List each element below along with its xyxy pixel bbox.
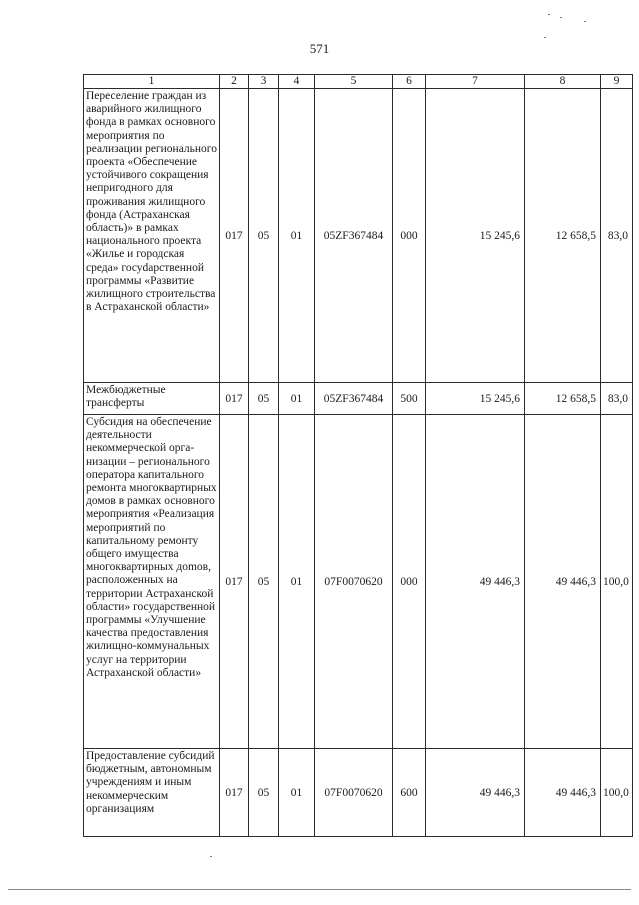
- header-cell-5: 5: [315, 75, 393, 89]
- cell-value-8: 49 446,3: [525, 749, 601, 837]
- cell-value-8: 12 658,5: [525, 89, 601, 383]
- cell-value-7: 15 245,6: [426, 383, 525, 415]
- header-cell-8: 8: [525, 75, 601, 89]
- header-cell-2: 2: [220, 75, 249, 89]
- cell-section: 05: [249, 89, 279, 383]
- header-cell-9: 9: [601, 75, 633, 89]
- cell-value-9: 100,0: [601, 749, 633, 837]
- table-row: [84, 89, 633, 383]
- row-name: Переселение граждан из аварийного жилищного фонда в рамках основного мероприятия по реализации регионального проекта «Обеспечение устойчивого сокращения непригодного для проживания жилищного фонда (Астраханская область)» в рамках национального проекта «Жилье и городская среда» госуdарственной программы «Развитие жилищного строительства в Астраханской области»: [84, 89, 220, 383]
- cell-subsection: 01: [279, 749, 315, 837]
- scan-speck: [544, 37, 546, 38]
- table-row: [84, 383, 633, 415]
- cell-expense-type: 600: [393, 749, 426, 837]
- cell-subsection: 01: [279, 383, 315, 415]
- budget-table: [83, 74, 633, 837]
- row-name: Субсидия на обеспечение деятельности некоммерческой организации – регионального оператора капитального ремонта многоквартирных домов в рамках основного мероприятия «Реализация мероприятий по капитальному ремонту общего имущества многоквартирных доmов, расположенных на территории Астраханской области» государственной программы «Улучшение качества предоставления жилищно-коммунальных услуг на территории Астраханской области»: [84, 415, 220, 749]
- cell-ministry-code: 017: [220, 415, 249, 749]
- header-cell-1: 1: [84, 75, 220, 89]
- cell-target-article: 07F0070620: [315, 415, 393, 749]
- cell-value-7: 15 245,6: [426, 89, 525, 383]
- cell-value-9: 83,0: [601, 89, 633, 383]
- header-cell-7: 7: [426, 75, 525, 89]
- scan-speck: [584, 21, 586, 22]
- header-cell-4: 4: [279, 75, 315, 89]
- cell-section: 05: [249, 383, 279, 415]
- cell-expense-type: 000: [393, 89, 426, 383]
- scan-speck: [210, 856, 212, 857]
- table-row: [84, 749, 633, 837]
- page-bottom-edge: [8, 889, 631, 890]
- row-name: Предоставление субсидий бюджетным, автономным учреждениям и иным некоммерческим организациям: [84, 749, 220, 837]
- cell-value-8: 49 446,3: [525, 415, 601, 749]
- scan-speck: [560, 17, 562, 18]
- cell-section: 05: [249, 749, 279, 837]
- cell-subsection: 01: [279, 89, 315, 383]
- cell-value-7: 49 446,3: [426, 415, 525, 749]
- cell-target-article: 05ZF367484: [315, 383, 393, 415]
- cell-target-article: 05ZF367484: [315, 89, 393, 383]
- header-cell-3: 3: [249, 75, 279, 89]
- row-name: Межбюджетные трансферты: [84, 383, 220, 415]
- cell-ministry-code: 017: [220, 89, 249, 383]
- cell-expense-type: 500: [393, 383, 426, 415]
- header-cell-6: 6: [393, 75, 426, 89]
- cell-ministry-code: 017: [220, 383, 249, 415]
- cell-value-9: 100,0: [601, 415, 633, 749]
- page-number: 571: [309, 41, 330, 56]
- cell-target-article: 07F0070620: [315, 749, 393, 837]
- scan-speck: [548, 14, 550, 15]
- cell-section: 05: [249, 415, 279, 749]
- table-row: [84, 415, 633, 749]
- cell-value-7: 49 446,3: [426, 749, 525, 837]
- cell-expense-type: 000: [393, 415, 426, 749]
- cell-subsection: 01: [279, 415, 315, 749]
- header-row: [84, 75, 633, 89]
- cell-value-9: 83,0: [601, 383, 633, 415]
- cell-value-8: 12 658,5: [525, 383, 601, 415]
- cell-ministry-code: 017: [220, 749, 249, 837]
